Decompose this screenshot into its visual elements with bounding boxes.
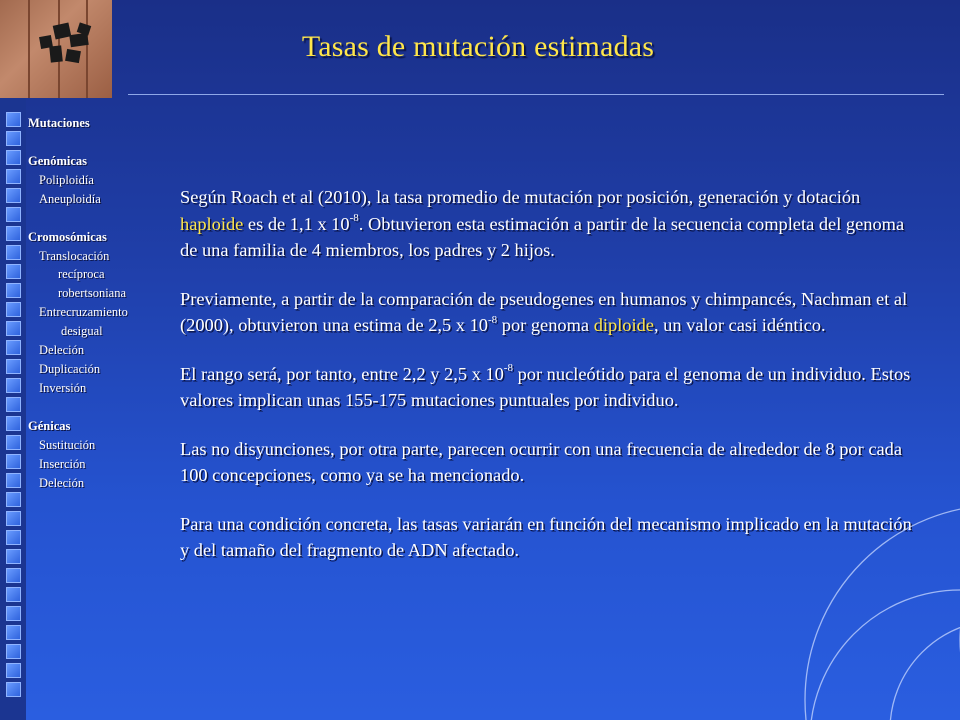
nav-item-genicas[interactable]: Génicas bbox=[28, 418, 71, 433]
nav-item-robertsoniana[interactable]: robertsoniana bbox=[58, 286, 127, 301]
slide-body bbox=[180, 184, 920, 586]
nav-item-delecion-cromosomica[interactable]: Deleción bbox=[39, 343, 85, 358]
highlight-haploide: haploide bbox=[180, 213, 244, 234]
nav-item-reciproca[interactable]: recíproca bbox=[58, 267, 105, 282]
nav-item-aneuploidia[interactable]: Aneuploidía bbox=[39, 191, 101, 206]
page-title: Tasas de mutación estimadas bbox=[301, 30, 655, 63]
title-divider bbox=[128, 94, 944, 95]
paragraph-rango: El rango será, por tanto, entre 2,2 y 2,5 x $10^{-8}$ por nucleótido para el genoma de un individuo. Estos valores implican unas 155-175 mutaciones puntuales por individuo. bbox=[180, 362, 911, 410]
paragraph-condicion: Para una condición concreta, las tasas variarán en función del mecanismo implicado en la mutación y del tamaño del fragmento de ADN afectado. bbox=[180, 513, 912, 560]
nav-item-genomicas[interactable]: Genómicas bbox=[28, 153, 88, 168]
paragraph-roach: Según Roach et al (2010), la tasa promedio de mutación por posición, generación y dotación haploide es de 1,1 x $10^{-8}$. Obtuvieron esta estimación a partir de la secuencia completa del genoma de una familia de 4 miembros, los padres y 2 hijos. bbox=[180, 187, 905, 260]
nav-item-duplicacion[interactable]: Duplicación bbox=[39, 361, 101, 376]
nav-item-insercion[interactable]: Inserción bbox=[39, 456, 86, 471]
nav-item-entrecruzamiento[interactable]: Entrecruzamiento bbox=[39, 305, 128, 320]
nav-item-poliploidia[interactable]: Poliploidía bbox=[39, 172, 94, 187]
nav-item-sustitucion[interactable]: Sustitución bbox=[39, 437, 96, 452]
nav-item-translocacion[interactable]: Translocación bbox=[39, 248, 110, 263]
nav-item-inversion[interactable]: Inversión bbox=[39, 380, 87, 395]
paragraph-disyunciones: Las no disyunciones, por otra parte, parecen ocurrir con una frecuencia de alrededor de 8 por cada 100 concepciones, como ya se ha mencionado. bbox=[180, 438, 903, 485]
nav-item-cromosomicas[interactable]: Cromosómicas bbox=[28, 229, 107, 244]
nav-item-delecion-genica[interactable]: Deleción bbox=[39, 475, 85, 490]
sidebar-nav bbox=[28, 114, 158, 492]
nav-item-mutaciones[interactable]: Mutaciones bbox=[28, 116, 90, 130]
decorative-squares bbox=[6, 112, 22, 701]
nav-item-desigual[interactable]: desigual bbox=[61, 324, 103, 339]
highlight-diploide: diploide bbox=[593, 315, 654, 335]
paragraph-nachman: Previamente, a partir de la comparación de pseudogenes en humanos y chimpancés, Nachman et al (2000), obtuvieron una estima de 2,5 x $10^{-8}$ por genoma diploide, un valor casi idéntico. bbox=[180, 288, 908, 335]
